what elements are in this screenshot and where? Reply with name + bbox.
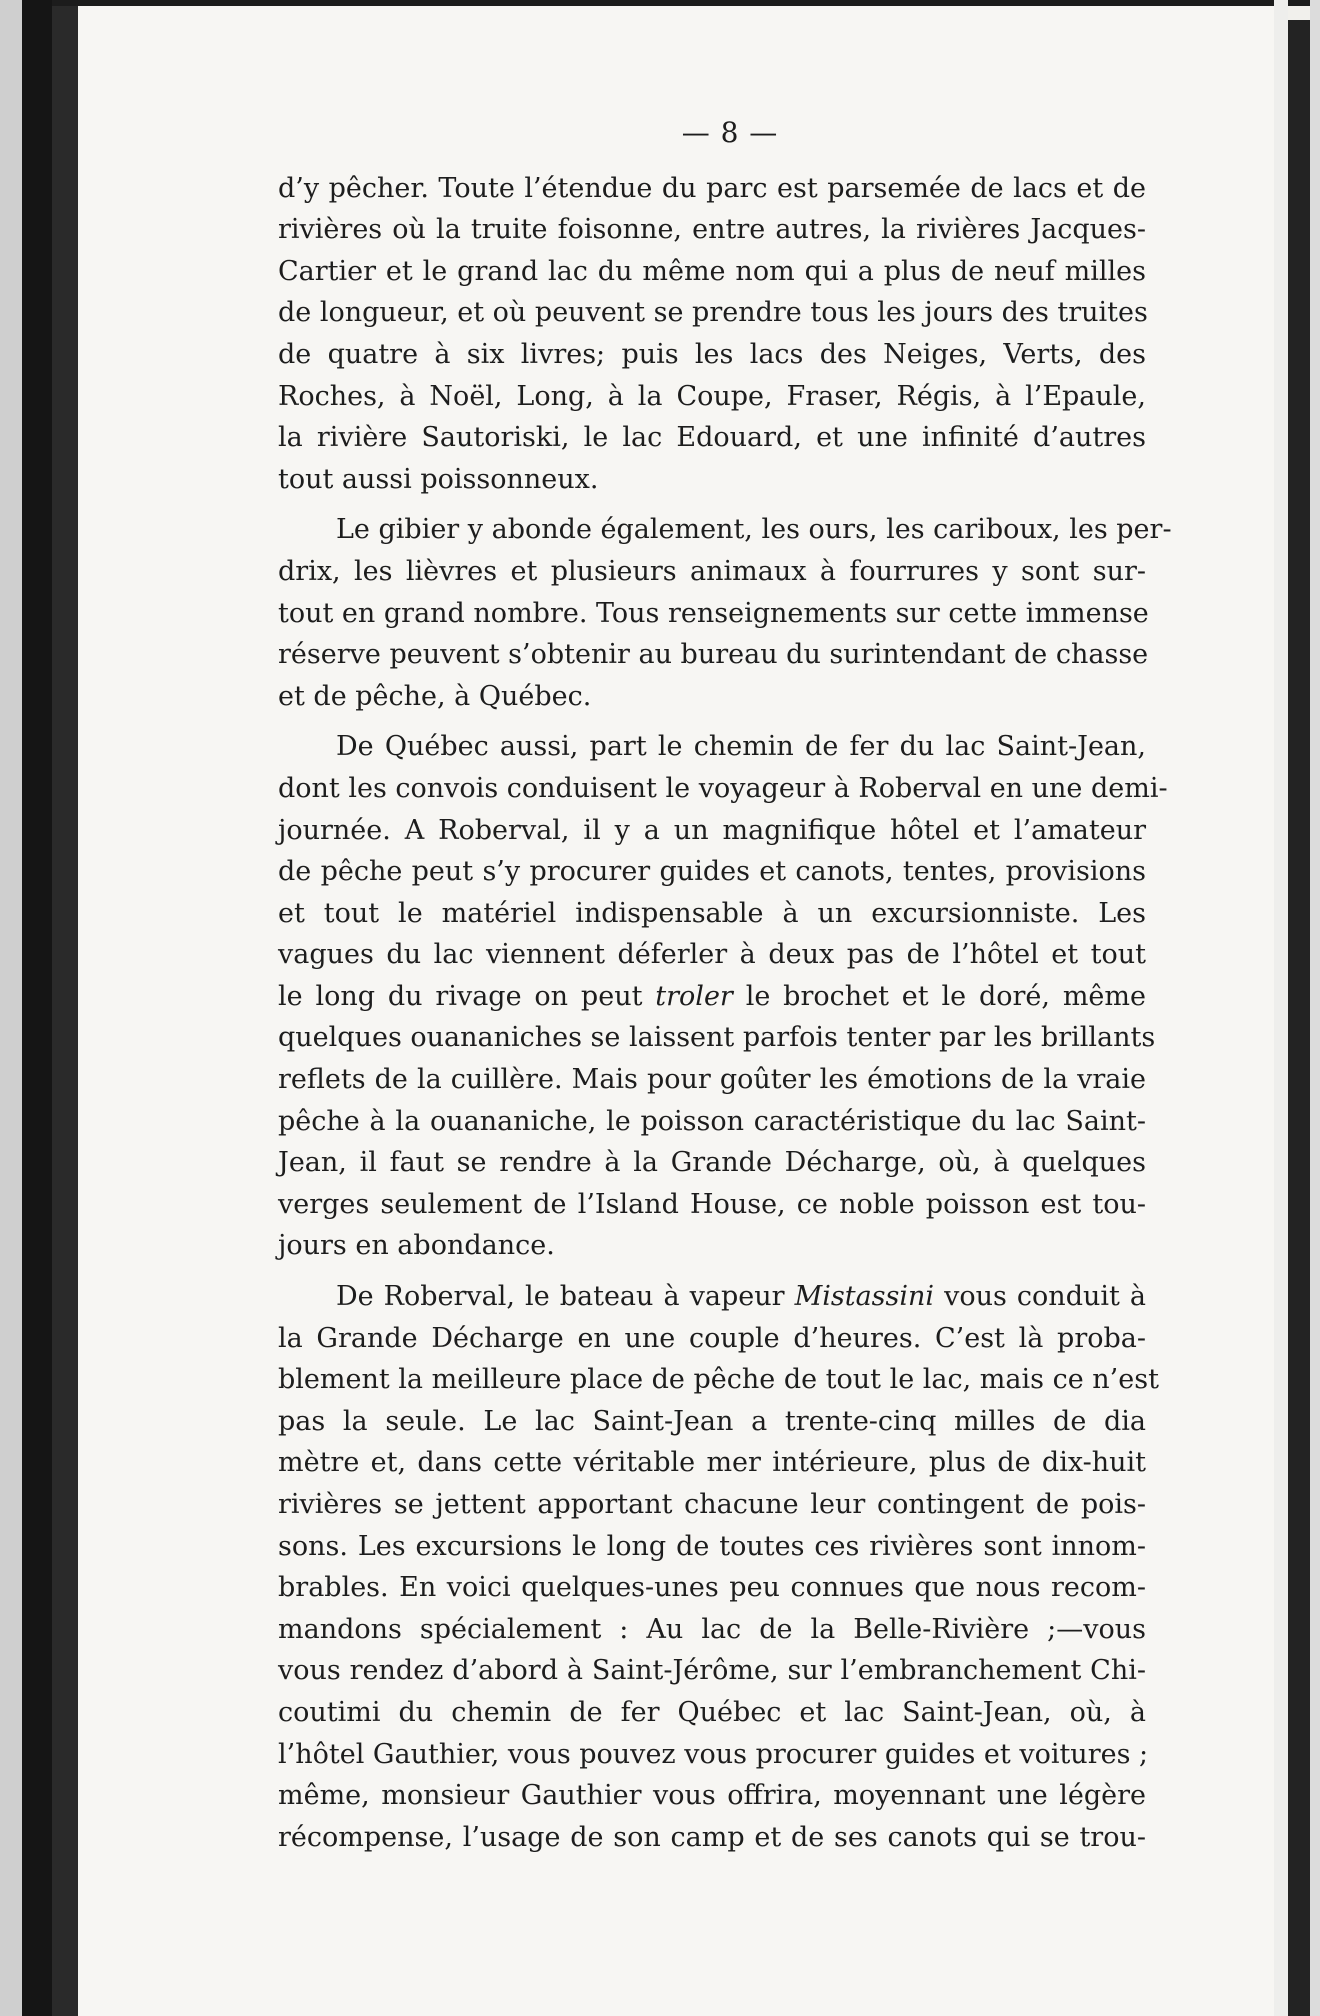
text-line: le long du rivage on peut troler le brochet et le doré, même [278, 980, 1146, 1012]
text-line: récompense, l’usage de son camp et de ses canots qui se trou- [278, 1821, 1146, 1853]
body-text [278, 168, 1172, 1859]
text-line: la rivière Sautoriski, le lac Edouard, et une infinité d’autres [278, 422, 1146, 454]
text-line: réserve peuvent s’obtenir au bureau du surintendant de chasse [278, 639, 1149, 671]
page-edge-left [52, 0, 78, 2016]
text-line: la Grande Décharge en une couple d’heures. C’est là proba- [278, 1322, 1146, 1354]
text-line: coutimi du chemin de fer Québec et lac Saint-Jean, où, à [278, 1696, 1146, 1728]
text-line: Jean, il faut se rendre à la Grande Décharge, où, à quelques [278, 1147, 1146, 1179]
text-line: jours en abondance. [278, 1230, 555, 1262]
book-binding-shadow [22, 0, 52, 2016]
text-line: pêche à la ouananiche, le poisson caractéristique du lac Saint- [278, 1105, 1146, 1137]
text-line: même, monsieur Gauthier vous offrira, moyennant une légère [278, 1780, 1146, 1812]
text-line: reflets de la cuillère. Mais pour goûter les émotions de la vraie [278, 1064, 1146, 1096]
text-line: drix, les lièvres et plusieurs animaux à fourrures y sont sur- [278, 555, 1146, 587]
text-line: dont les convois conduisent le voyageur à Roberval en une demi- [278, 772, 1168, 804]
text-line: de pêche peut s’y procurer guides et canots, tentes, provisions [278, 856, 1146, 888]
text-line: mandons spécialement : Au lac de la Belle-Rivière ;—vous [278, 1613, 1146, 1645]
page-number: — 8 — [681, 116, 779, 149]
text-line: et de pêche, à Québec. [278, 680, 592, 712]
text-line: tout aussi poissonneux. [278, 463, 599, 495]
paragraph [278, 726, 1168, 1267]
text-line: journée. A Roberval, il y a un magnifique hôtel et l’amateur [278, 814, 1146, 846]
scan-border-right [1310, 0, 1320, 2016]
text-line: De Roberval, le bateau à vapeur Mistassini vous conduit à [336, 1281, 1146, 1313]
text-line: mètre et, dans cette véritable mer intérieure, plus de dix-huit [278, 1447, 1146, 1479]
text-line: Le gibier y abonde également, les ours, les cariboux, les per- [336, 514, 1172, 546]
text-line: et tout le matériel indispensable à un excursionniste. Les [278, 897, 1146, 929]
paragraph [278, 509, 1172, 717]
text-line: vagues du lac viennent déferler à deux pas de l’hôtel et tout [278, 939, 1146, 971]
text-line: verges seulement de l’Island House, ce noble poisson est tou- [278, 1188, 1146, 1220]
text-line: De Québec aussi, part le chemin de fer du lac Saint-Jean, [336, 731, 1146, 763]
text-line: tout en grand nombre. Tous renseignements sur cette immense [278, 597, 1149, 629]
text-line: rivières où la truite foisonne, entre autres, la rivières Jacques- [278, 214, 1146, 246]
text-line: brables. En voici quelques-unes peu connues que nous recom- [278, 1572, 1146, 1604]
scan-border-left [0, 0, 22, 2016]
text-line: de longueur, et où peuvent se prendre tous les jours des truites [278, 297, 1148, 329]
paragraph [278, 168, 1146, 501]
text-line: l’hôtel Gauthier, vous pouvez vous procurer guides et voitures ; [278, 1738, 1149, 1770]
text-line: d’y pêcher. Toute l’étendue du parc est parsemée de lacs et de [278, 172, 1146, 204]
text-line: vous rendez d’abord à Saint-Jérôme, sur l’embranchement Chi- [278, 1655, 1146, 1687]
book-edge-right [1288, 20, 1310, 2016]
page-edge-right [1274, 0, 1288, 2016]
text-line: Roches, à Noël, Long, à la Coupe, Fraser, Régis, à l’Epaule, [278, 380, 1146, 412]
text-line: quelques ouananiches se laissent parfois tenter par les brillants [278, 1022, 1156, 1054]
text-line: pas la seule. Le lac Saint-Jean a trente-cinq milles de dia [278, 1405, 1146, 1437]
paragraph [278, 1276, 1159, 1858]
text-line: Cartier et le grand lac du même nom qui a plus de neuf milles [278, 255, 1146, 287]
text-line: de quatre à six livres; puis les lacs des Neiges, Verts, des [278, 338, 1146, 370]
text-line: blement la meilleure place de pêche de tout le lac, mais ce n’est [278, 1364, 1159, 1396]
text-line: rivières se jettent apportant chacune leur contingent de pois- [278, 1489, 1146, 1520]
text-line: sons. Les excursions le long de toutes ces rivières sont innom- [278, 1530, 1146, 1562]
page-text [278, 112, 1172, 1867]
